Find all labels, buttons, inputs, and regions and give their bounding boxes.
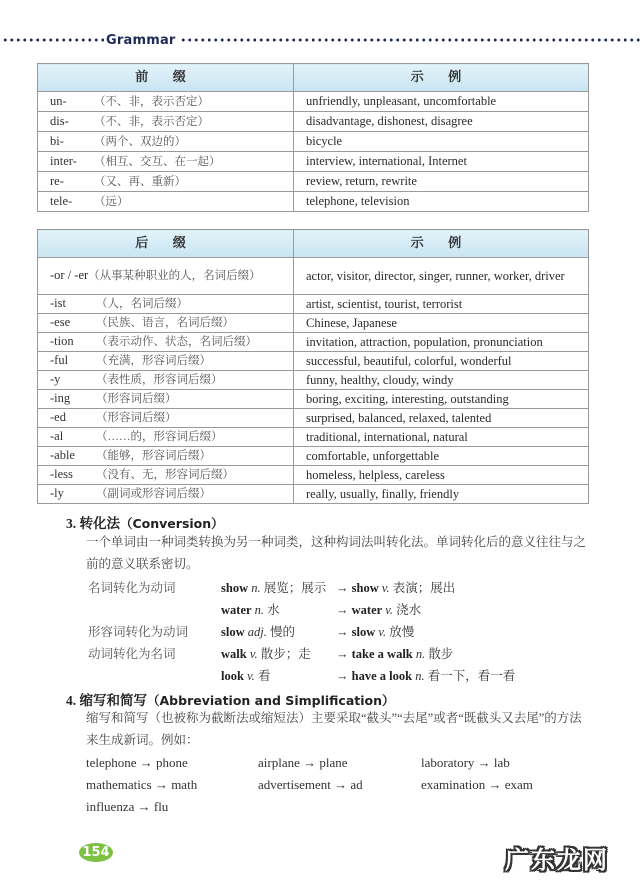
affix-meaning: （充满，形容词后缀） (96, 355, 211, 367)
affix: -ese (50, 315, 71, 329)
affix: -ist (50, 296, 66, 310)
examples-cell: interview, international, Internet (294, 152, 589, 172)
examples-cell: really, usually, finally, friendly (294, 485, 589, 504)
examples-cell: telephone, television (294, 192, 589, 212)
conversion-source: walk v. 散步；走 (221, 647, 311, 661)
affix: -ful (50, 353, 69, 367)
affix: -y (50, 372, 61, 386)
examples-cell: surprised, balanced, relaxed, talented (294, 409, 589, 428)
examples-cell: actor, visitor, director, singer, runner, worker, driver (294, 258, 589, 295)
conversion-target: → show v. 表演；展出 (336, 581, 456, 595)
examples-cell: bicycle (294, 132, 589, 152)
table-row (38, 152, 589, 172)
affix-meaning: （形容词后缀） (96, 412, 177, 424)
affix-meaning: （两个、双边的） (94, 135, 186, 148)
affix: -ed (50, 410, 66, 424)
affix: -tion (50, 334, 74, 348)
table-row (38, 352, 589, 371)
table-row (38, 409, 589, 428)
conversion-label: 动词转化为名词 (88, 647, 176, 661)
conversion-target: → water v. 浇水 (336, 603, 422, 617)
table-row (38, 295, 589, 314)
table-row (38, 192, 589, 212)
column-header: 前 缀 (38, 64, 294, 92)
abbreviation-paragraph: 缩写和简写（也被称为截断法或缩短法）主要采取“截头”“去尾”或者“既截头又去尾”的方法来生成新词。例如： (86, 711, 582, 747)
affix-meaning: （表性质，形容词后缀） (96, 374, 223, 386)
affix-meaning: （能够，形容词后缀） (96, 450, 211, 462)
conversion-label: 形容词转化为动词 (88, 625, 189, 639)
examples-cell: review, return, rewrite (294, 172, 589, 192)
table-row (38, 112, 589, 132)
affix-meaning: （人，名词后缀） (96, 298, 188, 310)
examples-cell: homeless, helpless, careless (294, 466, 589, 485)
table-header-row (38, 64, 589, 92)
dotted-rule (180, 38, 640, 42)
affix-meaning: （形容词后缀） (96, 393, 177, 405)
abbreviation-example: advertisement → ad (258, 777, 363, 792)
abbreviation-example: laboratory → lab (421, 755, 510, 770)
affix-meaning: （远） (94, 195, 129, 208)
abbreviation-example: influenza → flu (86, 799, 169, 814)
affix-meaning: （不、非，表示否定） (94, 95, 209, 108)
abbreviation-example: examination → exam (421, 777, 533, 792)
table-row (38, 92, 589, 112)
page-number-badge: 154 (79, 843, 113, 862)
section-title-abbreviation: 4. 缩写和简写（Abbreviation and Simplification） (66, 693, 395, 708)
examples-cell: Chinese, Japanese (294, 314, 589, 333)
conversion-target: → slow v. 放慢 (336, 625, 415, 639)
affix: -or / -er (50, 268, 89, 282)
affix: -ly (50, 486, 64, 500)
affix: un- (50, 93, 67, 108)
table-row (38, 485, 589, 504)
examples-cell: disadvantage, dishonest, disagree (294, 112, 589, 132)
affix: -al (50, 429, 64, 443)
conversion-target: → take a walk n. 散步 (336, 647, 454, 661)
watermark: 广东龙网 (505, 846, 609, 874)
table-row (38, 333, 589, 352)
conversion-source: show n. 展览；展示 (221, 581, 327, 595)
table-row (38, 390, 589, 409)
abbreviation-example: airplane → plane (258, 755, 348, 770)
affix-meaning: （副词或形容词后缀） (96, 488, 211, 500)
table-row (38, 428, 589, 447)
table-header-row (38, 230, 589, 258)
conversion-source: water n. 水 (221, 603, 280, 617)
affix: inter- (50, 153, 77, 168)
section-header-title: Grammar (106, 32, 176, 48)
table-row (38, 258, 589, 295)
examples-cell: traditional, international, natural (294, 428, 589, 447)
affix-meaning: （没有、无，形容词后缀） (96, 469, 234, 481)
table-row (38, 371, 589, 390)
suffix-table (37, 229, 589, 504)
section-title-conversion: 3. 转化法（Conversion） (66, 516, 224, 531)
examples-cell: artist, scientist, tourist, terrorist (294, 295, 589, 314)
conversion-label: 名词转化为动词 (88, 581, 176, 595)
table-row (38, 447, 589, 466)
column-header: 示 例 (294, 230, 589, 258)
conversion-source: look v. 看 (221, 669, 271, 683)
affix-meaning: （又、再、重新） (94, 175, 186, 188)
affix-meaning: （……的，形容词后缀） (96, 431, 223, 443)
examples-cell: unfriendly, unpleasant, uncomfortable (294, 92, 589, 112)
affix-meaning: （民族、语言，名词后缀） (96, 317, 234, 329)
dotted-rule (2, 38, 104, 42)
affix-meaning: （从事某种职业的人，名词后缀） (88, 270, 261, 282)
conversion-paragraph: 一个单词由一种词类转换为另一种词类，这种构词法叫转化法。单词转化后的意义往往与之前的意义联系密切。 (86, 535, 587, 571)
table-row (38, 466, 589, 485)
affix: -able (50, 448, 75, 462)
affix-meaning: （不、非，表示否定） (94, 115, 209, 128)
table-row (38, 172, 589, 192)
affix: dis- (50, 113, 69, 128)
abbreviation-example: mathematics → math (86, 777, 198, 792)
column-header: 示 例 (294, 64, 589, 92)
affix-meaning: （表示动作、状态，名词后缀） (96, 336, 257, 348)
examples-cell: boring, exciting, interesting, outstanding (294, 390, 589, 409)
affix: -ing (50, 391, 71, 405)
affix: -less (50, 467, 73, 481)
page-header (0, 30, 640, 50)
table-row (38, 132, 589, 152)
affix: bi- (50, 133, 64, 148)
conversion-source: slow adj. 慢的 (221, 625, 295, 639)
column-header: 后 缀 (38, 230, 294, 258)
examples-cell: invitation, attraction, population, pronunciation (294, 333, 589, 352)
affix: tele- (50, 193, 73, 208)
prefix-table (37, 63, 589, 212)
examples-cell: funny, healthy, cloudy, windy (294, 371, 589, 390)
abbreviation-example: telephone → phone (86, 755, 188, 770)
examples-cell: comfortable, unforgettable (294, 447, 589, 466)
table-row (38, 314, 589, 333)
conversion-target: → have a look n. 看一下，看一看 (336, 669, 516, 683)
affix-meaning: （相互、交互、在一起） (94, 155, 221, 168)
affix: re- (50, 173, 64, 188)
examples-cell: successful, beautiful, colorful, wonderful (294, 352, 589, 371)
